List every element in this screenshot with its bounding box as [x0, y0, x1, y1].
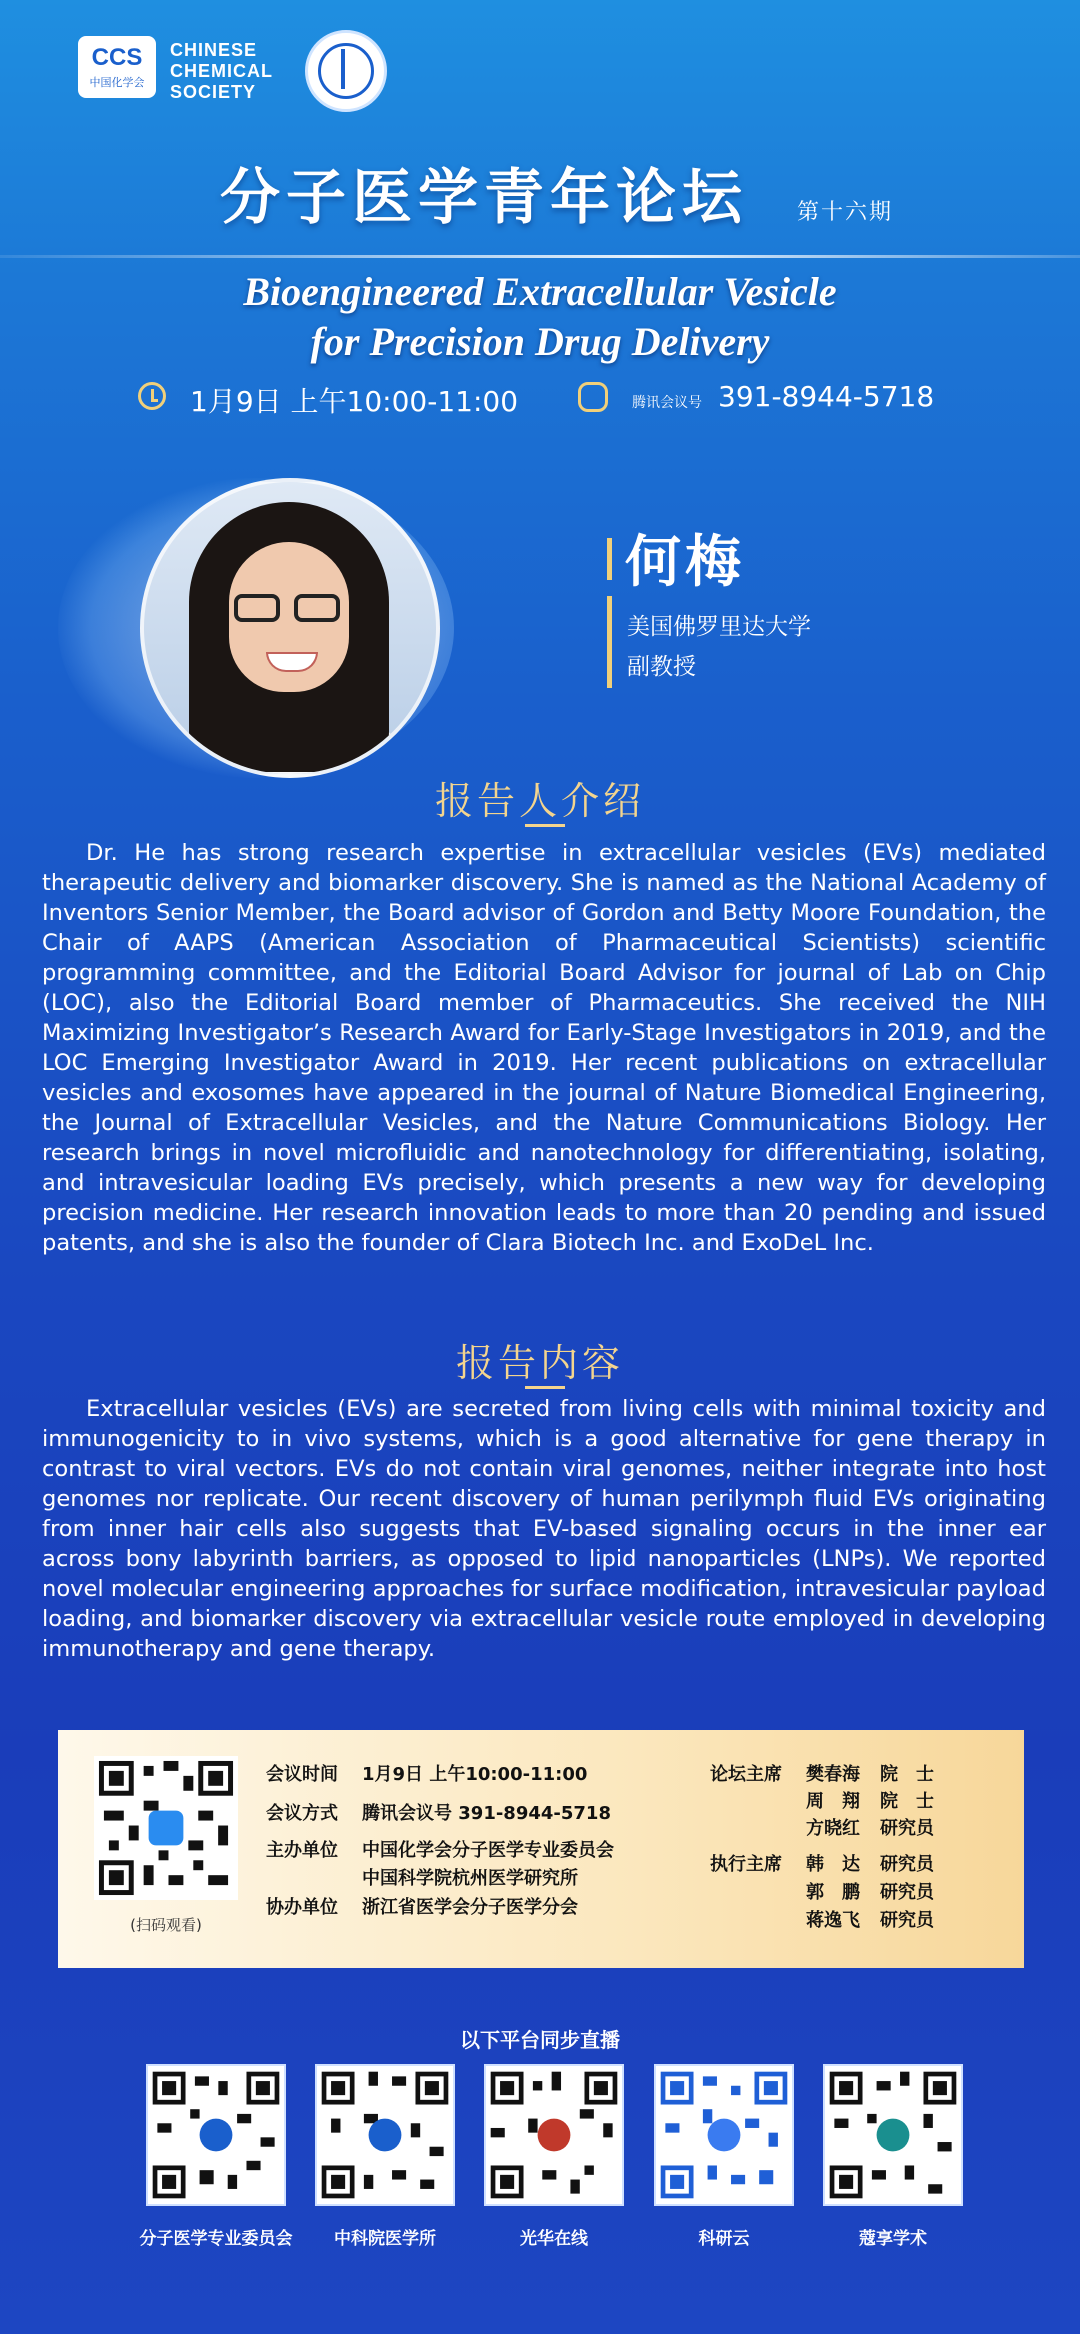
- forum-chair-label: 论坛主席: [710, 1764, 782, 1785]
- forum-chair-entry: [806, 1760, 934, 1786]
- platform-item[interactable]: [823, 2064, 963, 2249]
- chair-name: 周 翔: [806, 1791, 860, 1812]
- info-time-row: [266, 1760, 587, 1786]
- name-accent-bar: [607, 538, 612, 580]
- qr-code[interactable]: [484, 2064, 624, 2206]
- meeting-number: 391-8944-5718: [718, 380, 935, 413]
- bio-text: [42, 838, 1046, 1258]
- info-label: 协办单位: [266, 1897, 338, 1918]
- info-cohost-row: [266, 1893, 578, 1919]
- chair-name: 方晓红: [806, 1818, 860, 1839]
- society-name: [170, 40, 273, 103]
- exec-chair-entry: [806, 1906, 934, 1932]
- platform-item[interactable]: [315, 2064, 455, 2249]
- qr-code-main[interactable]: [94, 1756, 238, 1900]
- info-host-row: [266, 1836, 614, 1862]
- ccs-logo: [78, 36, 156, 98]
- qr-code[interactable]: [315, 2064, 455, 2206]
- medical-emblem-icon: [305, 30, 387, 112]
- info-host-row-2: [266, 1864, 578, 1890]
- event-time: 1月9日 上午10:00-11:00: [190, 385, 519, 418]
- info-label: 主办单位: [266, 1840, 338, 1861]
- info-value: 中国化学会分子医学专业委员会: [362, 1840, 614, 1861]
- info-value: 腾讯会议号 391-8944-5718: [362, 1803, 611, 1824]
- abstract-text: [42, 1394, 1046, 1664]
- forum-title: 分子医学青年论坛: [220, 163, 748, 233]
- abstract-heading-underline: [525, 1386, 565, 1389]
- platform-label: 分子医学专业委员会: [139, 2229, 293, 2249]
- speaker-title: 副教授: [627, 654, 696, 680]
- platform-label: 蔻享学术: [859, 2229, 927, 2249]
- talk-title-line2: for Precision Drug Delivery: [310, 319, 770, 364]
- platform-item[interactable]: [654, 2064, 794, 2249]
- platform-item[interactable]: [484, 2064, 624, 2249]
- chair-title: 院 士: [880, 1764, 934, 1785]
- platforms-heading: 以下平台同步直播: [460, 2028, 620, 2052]
- talk-title-line1: Bioengineered Extracellular Vesicle: [243, 269, 837, 314]
- qr-code[interactable]: [146, 2064, 286, 2206]
- clock-icon: [138, 382, 166, 410]
- chair-name: 樊春海: [806, 1764, 860, 1785]
- meeting-label: 腾讯会议号: [632, 395, 702, 411]
- society-line: SOCIETY: [170, 82, 257, 102]
- chair-title: 研究员: [880, 1854, 934, 1875]
- chair-name: 韩 达: [806, 1854, 860, 1875]
- platform-item[interactable]: [139, 2064, 293, 2249]
- meeting-icon: [578, 382, 608, 412]
- qr-code[interactable]: [654, 2064, 794, 2206]
- info-value: 中国科学院杭州医学研究所: [362, 1868, 578, 1889]
- bio-heading: 报告人介绍: [434, 779, 645, 823]
- speaker-affiliation: 美国佛罗里达大学: [627, 614, 811, 640]
- ccs-logo-text: CCS: [91, 44, 143, 71]
- chair-title: 研究员: [880, 1910, 934, 1931]
- society-line: CHINESE: [170, 40, 258, 60]
- bio-heading-underline: [525, 824, 565, 827]
- title-divider: [0, 255, 1080, 258]
- chair-title: 院 士: [880, 1791, 934, 1812]
- bio-paragraph: Dr. He has strong research expertise in extracellular vesicles (EVs) mediated therapeutic delivery and biomarker discovery. She is named as the National Academy of Inventors Senior Member, the Board advisor of Gordon and Betty Moore Foundation, the Chair of AAPS (American Association of Pharmaceutical Scientists) scientific programming committee, and the Editorial Board Advisor for journal of Lab on Chip (LOC), also the Editorial Board member of Pharmaceutics. She received the NIH Maximizing Investigator’s Research Award for Early-Stage Investigators in 2019, and the LOC Emerging Investigator Award in 2019. Her recent publications on extracellular vesicles and exosomes have appeared in the journal of Nature Biomedical Engineering, the Journal of Extracellular Vesicles, and the Nature Communications Biology. Her research brings in novel microfluidic and nanotechnology for differentiating, isolating, and intravesicular loading EVs precisely, which presents a new way for developing precision medicine. Her research innovation leads to more than 20 pending and issued patents, and she is also the founder of Clara Biotech Inc. and ExoDeL Inc.: [42, 840, 1046, 1256]
- exec-chair-entry: [806, 1878, 934, 1904]
- info-label: 会议方式: [266, 1803, 338, 1824]
- exec-chair-entry: [806, 1850, 934, 1876]
- qr-caption: (扫码观看): [130, 1916, 202, 1934]
- affiliation-accent-bar: [607, 596, 612, 688]
- platform-label: 光华在线: [520, 2229, 588, 2249]
- chair-name: 蒋逸飞: [806, 1910, 860, 1931]
- chair-title: 研究员: [880, 1882, 934, 1903]
- speaker-photo: [140, 478, 440, 778]
- exec-chair-label: 执行主席: [710, 1854, 782, 1875]
- qr-code[interactable]: [823, 2064, 963, 2206]
- issue-number: 第十六期: [797, 200, 894, 225]
- forum-chair-entry: [806, 1787, 934, 1813]
- info-mode-row: [266, 1799, 611, 1825]
- ccs-logo-subtext: 中国化学会: [89, 76, 145, 89]
- platform-label: 中科院医学所: [334, 2229, 436, 2249]
- info-panel: [58, 1730, 1024, 1968]
- platform-label: 科研云: [698, 2229, 750, 2249]
- abstract-paragraph: Extracellular vesicles (EVs) are secreted from living cells with minimal toxicity and immunogenicity to in vivo systems, which is a good alternative for gene therapy in contrast to viral vectors. EVs do not contain viral genomes, neither integrate into host genomes nor replicate. Our recent discovery of human perilymph fluid EVs originating from inner hair cells also suggests that EV-based signaling occurs in the inner ear across bony labyrinth barriers, as opposed to lipid nanoparticles (LNPs). We reported novel molecular engineering approaches for surface modification, intravesicular payload loading, and biomarker discovery via extracellular vesicle route employed in developing immunotherapy and gene therapy.: [42, 1396, 1046, 1662]
- info-label: 会议时间: [266, 1764, 338, 1785]
- abstract-heading: 报告内容: [455, 1341, 624, 1385]
- chair-name: 郭 鹏: [806, 1882, 860, 1903]
- chair-title: 研究员: [880, 1818, 934, 1839]
- forum-chair-entry: [806, 1814, 934, 1840]
- info-value: 1月9日 上午10:00-11:00: [362, 1764, 588, 1785]
- info-value: 浙江省医学会分子医学分会: [362, 1897, 578, 1918]
- society-line: CHEMICAL: [170, 61, 273, 81]
- speaker-name: 何梅: [625, 530, 745, 595]
